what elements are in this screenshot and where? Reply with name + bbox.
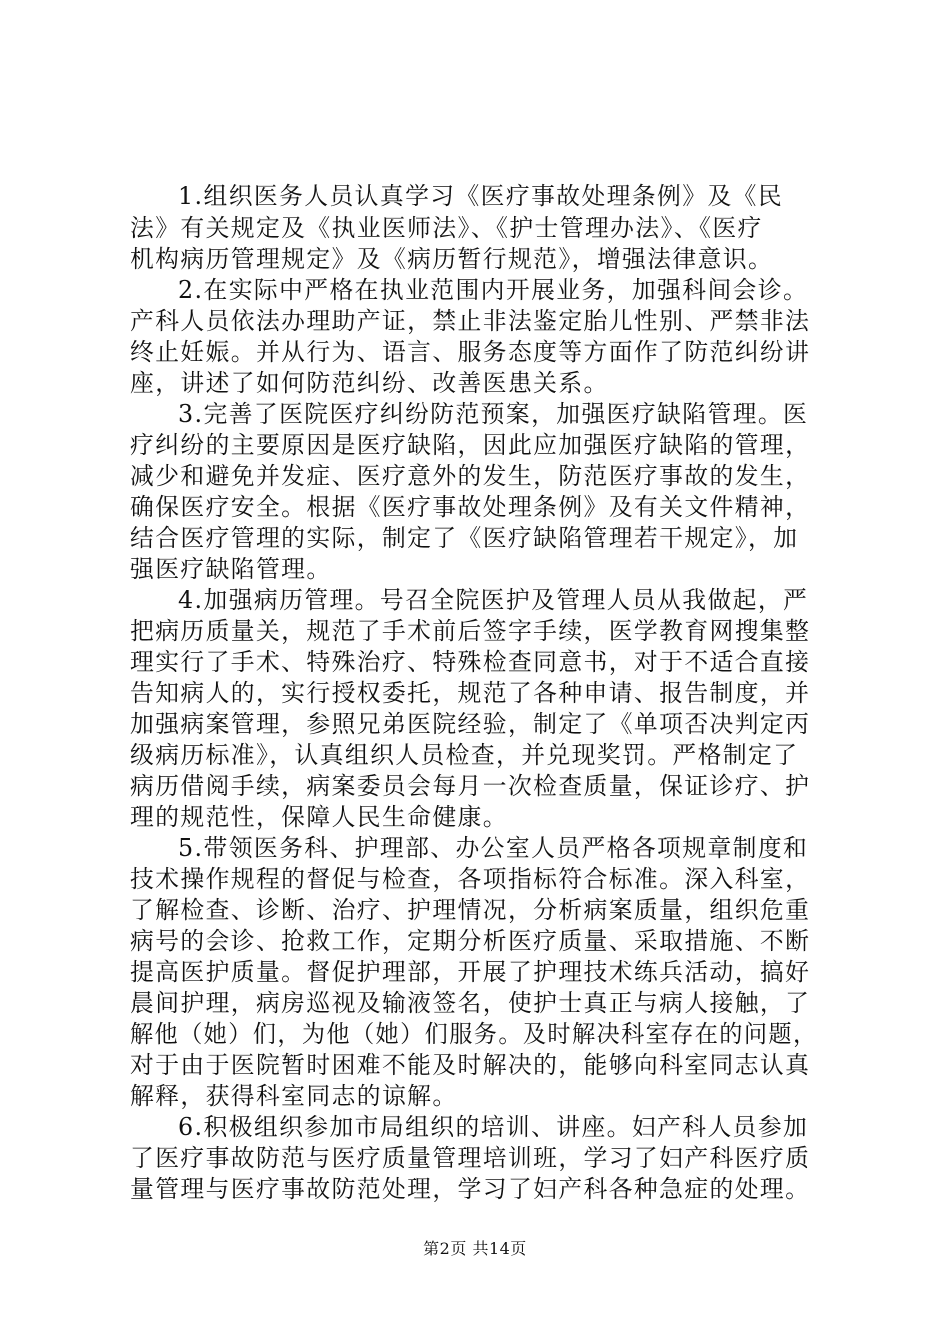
paragraph-line: 1.组织医务人员认真学习《医疗事故处理条例》及《民 [178,182,784,210]
paragraph-line: 机构病历管理规定》及《病历暂行规范》，增强法律意识。 [130,245,774,273]
paragraph-line: 解释，获得科室同志的谅解。 [130,1082,458,1110]
paragraph-line: 疗纠纷的主要原因是医疗缺陷，因此应加强医疗缺陷的管理， [130,431,811,459]
paragraph-line: 告知病人的，实行授权委托，规范了各种申请、报告制度，并 [130,679,811,707]
paragraph-line: 2.在实际中严格在执业范围内开展业务，加强科间会诊。 [178,276,809,304]
paragraph-line: 3.完善了医院医疗纠纷防范预案，加强医疗缺陷管理。医 [178,400,809,428]
paragraph-line: 理实行了手术、特殊治疗、特殊检查同意书，对于不适合直接 [130,648,811,676]
paragraph-line: 提高医护质量。督促护理部，开展了护理技术练兵活动，搞好 [130,958,811,986]
paragraph-line: 产科人员依法办理助产证，禁止非法鉴定胎儿性别、严禁非法 [130,307,811,335]
paragraph-line: 加强病案管理，参照兄弟医院经验，制定了《单项否决判定丙 [130,710,811,738]
paragraph-line: 法》有关规定及《执业医师法》、《护士管理办法》、《医疗 [130,214,763,242]
paragraph-line: 量管理与医疗事故防范处理，学习了妇产科各种急症的处理。 [130,1175,811,1203]
paragraph-line: 结合医疗管理的实际，制定了《医疗缺陷管理若干规定》，加 [130,524,799,552]
paragraph-line: 技术操作规程的督促与检查，各项指标符合标准。深入科室， [130,865,811,893]
paragraph-line: 了医疗事故防范与医疗质量管理培训班，学习了妇产科医疗质 [130,1144,811,1172]
paragraph-line: 座，讲述了如何防范纠纷、改善医患关系。 [130,369,609,397]
paragraph-line: 理的规范性，保障人民生命健康。 [130,803,508,831]
paragraph-line: 把病历质量关，规范了手术前后签字手续，医学教育网搜集整 [130,617,811,645]
paragraph-line: 终止妊娠。并从行为、语言、服务态度等方面作了防范纠纷讲 [130,338,811,366]
paragraph-line: 病号的会诊、抢救工作，定期分析医疗质量、采取措施、不断 [130,927,811,955]
paragraph-line: 解他（她）们，为他（她）们服务。及时解决科室存在的问题， [130,1020,818,1048]
paragraph-line: 确保医疗安全。根据《医疗事故处理条例》及有关文件精神， [130,493,811,521]
paragraph-line: 4.加强病历管理。号召全院医护及管理人员从我做起，严 [178,586,809,614]
paragraph-line: 强医疗缺陷管理。 [130,555,332,583]
paragraph-line: 晨间护理，病房巡视及输液签名，使护士真正与病人接触，了 [130,989,811,1017]
paragraph-line: 对于由于医院暂时困难不能及时解决的，能够向科室同志认真 [130,1051,811,1079]
paragraph-line: 病历借阅手续，病案委员会每月一次检查质量，保证诊疗、护 [130,772,811,800]
paragraph-line: 5.带领医务科、护理部、办公室人员严格各项规章制度和 [178,834,809,862]
paragraph-line: 级病历标准》，认真组织人员检查，并兑现奖罚。严格制定了 [130,741,799,769]
paragraph-line: 了解检查、诊断、治疗、护理情况，分析病案质量，组织危重 [130,896,811,924]
page-number-footer: 第2页 共14页 [423,1239,527,1258]
paragraph-line: 减少和避免并发症、医疗意外的发生，防范医疗事故的发生， [130,462,811,490]
paragraph-line: 6.积极组织参加市局组织的培训、讲座。妇产科人员参加 [178,1113,809,1141]
